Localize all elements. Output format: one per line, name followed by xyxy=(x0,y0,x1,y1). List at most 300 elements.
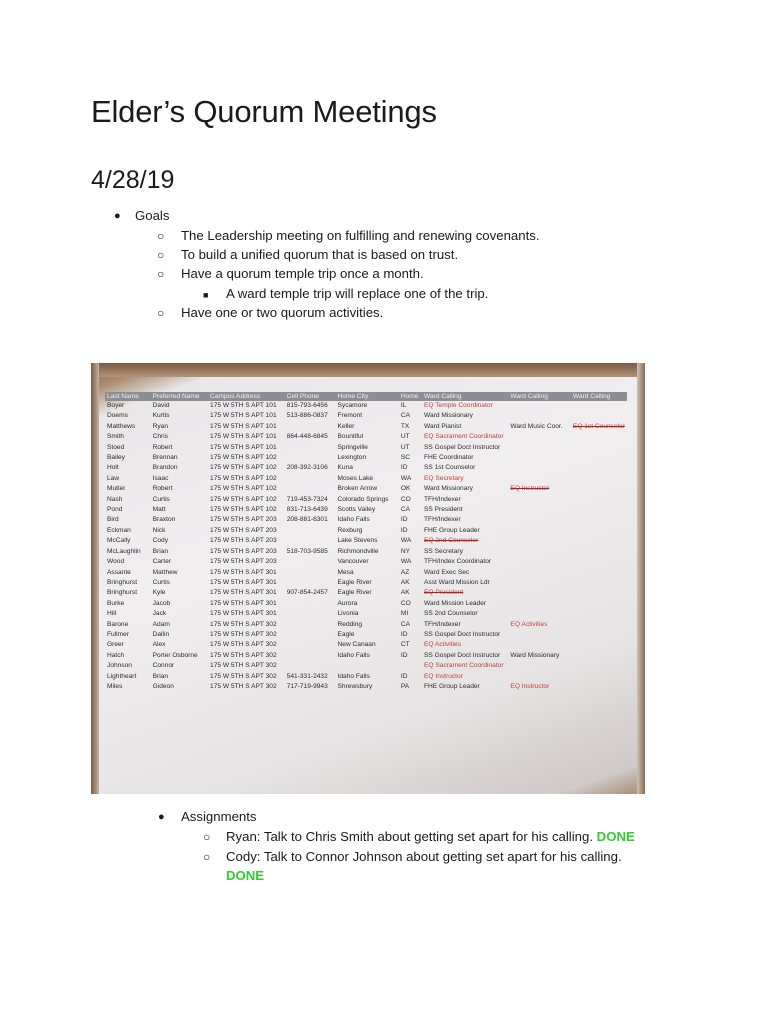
roster-row xyxy=(105,411,627,421)
roster-cell xyxy=(571,661,627,671)
roster-cell: WA xyxy=(400,474,412,482)
roster-cell: EQ President xyxy=(424,589,464,597)
roster-cell xyxy=(508,661,571,671)
roster-cell: 175 W 5TH S APT 301 xyxy=(210,568,277,576)
roster-cell: 175 W 5TH S APT 302 xyxy=(210,651,277,659)
roster-column-header: Ward Calling xyxy=(571,392,627,401)
roster-cell xyxy=(285,557,336,567)
roster-cell: Vancouver xyxy=(337,558,369,566)
assignments-label: Assignments xyxy=(181,809,257,824)
roster-cell: WA xyxy=(400,558,412,566)
roster-cell: SS 1st Counselor xyxy=(424,464,476,472)
roster-cell: CA xyxy=(400,412,411,420)
roster-cell xyxy=(571,401,627,411)
photo-edge xyxy=(91,363,645,377)
roster-cell: Idaho Falls xyxy=(337,651,370,659)
done-badge: DONE xyxy=(596,829,635,844)
roster-cell xyxy=(508,474,571,484)
roster-cell: Boyer xyxy=(107,402,125,409)
roster-cell: CA xyxy=(400,620,411,628)
roster-cell: SS Gospel Doct Instructor xyxy=(424,443,501,451)
goal-item: The Leadership meeting on fulfilling and renewing covenants. xyxy=(181,228,540,243)
roster-cell xyxy=(508,547,571,557)
roster-cell: 208-881-6301 xyxy=(286,516,328,524)
roster-row xyxy=(105,505,627,515)
roster-cell xyxy=(508,432,571,442)
roster-cell xyxy=(571,495,627,505)
roster-cell: Holt xyxy=(107,464,119,472)
roster-cell: 175 W 5TH S APT 302 xyxy=(210,630,277,638)
roster-column-header: Campus Address xyxy=(208,392,285,401)
roster-cell: TFH/Indexer xyxy=(424,495,461,503)
roster-cell: Gideon xyxy=(152,682,174,690)
roster-cell: Lexington xyxy=(337,454,367,462)
roster-cell: Bringhurst xyxy=(107,578,138,586)
roster-cell: 175 W 5TH S APT 302 xyxy=(210,672,277,680)
roster-cell: 907-854-2457 xyxy=(286,589,328,597)
roster-cell: ID xyxy=(400,464,408,472)
roster-row xyxy=(105,682,627,692)
roster-cell xyxy=(285,620,336,630)
roster-cell: Braxton xyxy=(152,516,176,524)
roster-cell: Ward Mission Leader xyxy=(424,599,487,607)
roster-cell: Bountiful xyxy=(337,433,364,441)
roster-cell: Wood xyxy=(107,558,125,566)
roster-cell: SC xyxy=(400,454,411,462)
roster-cell: OK xyxy=(400,485,411,493)
roster-cell xyxy=(571,557,627,567)
roster-cell: EQ Sacrament Coordinator xyxy=(424,433,504,441)
roster-cell: 175 W 5TH S APT 203 xyxy=(210,558,277,566)
roster-cell xyxy=(571,443,627,453)
roster-cell: Assante xyxy=(107,568,131,576)
roster-row xyxy=(105,547,627,557)
bullet-circle: ○ xyxy=(157,229,165,243)
done-badge: DONE xyxy=(226,868,265,883)
roster-cell: 175 W 5TH S APT 301 xyxy=(210,610,277,618)
roster-cell: Alex xyxy=(152,641,166,649)
roster-cell: 175 W 5TH S APT 102 xyxy=(210,506,277,514)
roster-cell xyxy=(571,463,627,473)
roster-cell xyxy=(571,505,627,515)
roster-cell: 175 W 5TH S APT 302 xyxy=(210,662,277,670)
roster-cell xyxy=(285,443,336,453)
roster-cell: 717-719-9943 xyxy=(286,682,328,690)
roster-cell: Brennan xyxy=(152,454,178,462)
roster-cell: Colorado Springs xyxy=(337,495,389,503)
roster-cell: CA xyxy=(400,506,411,514)
roster-cell: Kyle xyxy=(152,589,166,597)
roster-cell: EQ Sacrament Coordinator xyxy=(424,662,504,670)
roster-cell: McLaughlin xyxy=(107,547,141,555)
roster-cell: 175 W 5TH S APT 203 xyxy=(210,516,277,524)
roster-cell: NY xyxy=(400,547,411,555)
roster-cell: Asst Ward Mission Ldr xyxy=(424,578,490,586)
roster-cell: Fremont xyxy=(337,412,363,420)
photo-edge xyxy=(637,363,645,794)
meeting-date: 4/28/19 xyxy=(91,166,175,194)
roster-cell: SS 2nd Counselor xyxy=(424,610,478,618)
roster-cell xyxy=(285,630,336,640)
bullet-circle: ○ xyxy=(203,830,211,844)
roster-cell xyxy=(571,411,627,421)
roster-cell: 175 W 5TH S APT 101 xyxy=(210,412,277,420)
roster-cell xyxy=(571,630,627,640)
roster-row xyxy=(105,515,627,525)
roster-cell xyxy=(508,578,571,588)
roster-cell: 175 W 5TH S APT 302 xyxy=(210,641,277,649)
goal-item: Have one or two quorum activities. xyxy=(181,305,384,320)
roster-cell xyxy=(285,651,336,661)
roster-cell: David xyxy=(152,402,170,409)
roster-cell: Eagle xyxy=(337,630,355,638)
roster-cell: Isaac xyxy=(152,474,169,482)
roster-row xyxy=(105,401,627,411)
roster-cell: FHE Group Leader xyxy=(424,682,480,690)
roster-cell xyxy=(571,526,627,536)
roster-cell: FHE Coordinator xyxy=(424,454,474,462)
roster-column-header: Ward Calling xyxy=(422,392,508,401)
roster-cell xyxy=(571,599,627,609)
roster-cell xyxy=(285,578,336,588)
roster-row xyxy=(105,443,627,453)
roster-cell: 831-713-6439 xyxy=(286,506,328,514)
roster-cell: Ryan xyxy=(152,422,169,430)
goal-item: Have a quorum temple trip once a month. xyxy=(181,266,424,281)
roster-cell: Matthews xyxy=(107,422,136,430)
roster-cell: Nash xyxy=(107,495,123,503)
roster-row xyxy=(105,536,627,546)
roster-cell: FHE Group Leader xyxy=(424,526,480,534)
roster-cell: Aurora xyxy=(337,599,358,607)
roster-row xyxy=(105,463,627,473)
roster-cell: Robert xyxy=(152,443,173,451)
roster-cell: Ward Missionary xyxy=(424,412,473,420)
roster-cell: 175 W 5TH S APT 102 xyxy=(210,464,277,472)
roster-column-header: Cell Phone xyxy=(285,392,336,401)
roster-cell xyxy=(571,620,627,630)
roster-cell: PA xyxy=(400,682,410,690)
bullet-disc: ● xyxy=(114,210,121,222)
roster-cell: 175 W 5TH S APT 301 xyxy=(210,599,277,607)
roster-cell xyxy=(571,453,627,463)
assignment-item: Cody: Talk to Connor Johnson about getting set apart for his calling. xyxy=(226,849,622,864)
roster-cell: Shrewsbury xyxy=(337,682,373,690)
roster-cell xyxy=(508,640,571,650)
roster-cell: TFH/Indexer xyxy=(424,620,461,628)
roster-cell: Fullmer xyxy=(107,630,129,638)
roster-row xyxy=(105,620,627,630)
roster-cell: Keller xyxy=(337,422,355,430)
roster-cell: ID xyxy=(400,651,408,659)
roster-cell xyxy=(571,578,627,588)
roster-cell: Law xyxy=(107,474,120,482)
roster-cell: 175 W 5TH S APT 101 xyxy=(210,433,277,441)
roster-cell xyxy=(571,640,627,650)
roster-cell: WA xyxy=(400,537,412,545)
roster-cell xyxy=(508,411,571,421)
roster-cell: EQ 2nd Counselor xyxy=(424,537,479,545)
roster-cell xyxy=(571,515,627,525)
roster-cell: Richmondville xyxy=(337,547,379,555)
roster-cell: EQ 1st Counselor xyxy=(572,422,625,430)
goal-item: To build a unified quorum that is based on trust. xyxy=(181,247,459,262)
roster-row xyxy=(105,568,627,578)
roster-row xyxy=(105,578,627,588)
roster-cell xyxy=(508,515,571,525)
roster-cell: SS President xyxy=(424,506,463,514)
roster-cell xyxy=(508,463,571,473)
roster-cell: EQ Instructor xyxy=(510,485,550,493)
roster-cell: Adam xyxy=(152,620,170,628)
roster-cell xyxy=(508,672,571,682)
bullet-disc: ● xyxy=(158,811,165,823)
bullet-square: ■ xyxy=(203,290,209,300)
roster-cell xyxy=(285,599,336,609)
roster-column-header: Preferred Name xyxy=(151,392,208,401)
roster-cell xyxy=(508,505,571,515)
roster-cell: Bailey xyxy=(107,454,125,462)
roster-cell: UT xyxy=(400,443,410,451)
roster-cell xyxy=(508,443,571,453)
roster-row xyxy=(105,661,627,671)
roster-row xyxy=(105,495,627,505)
roster-cell: Ward Exec Sec xyxy=(424,568,470,576)
roster-cell xyxy=(571,651,627,661)
roster-cell: Eckman xyxy=(107,526,131,534)
roster-cell: 175 W 5TH S APT 102 xyxy=(210,485,277,493)
roster-cell: MI xyxy=(400,610,409,618)
roster-table xyxy=(105,392,627,692)
roster-cell: Kurtis xyxy=(152,412,170,420)
roster-cell xyxy=(571,474,627,484)
roster-cell: 175 W 5TH S APT 101 xyxy=(210,443,277,451)
roster-cell: CT xyxy=(400,641,410,649)
roster-cell: 175 W 5TH S APT 301 xyxy=(210,578,277,586)
roster-cell: 518-703-9585 xyxy=(286,547,328,555)
roster-cell: IL xyxy=(400,402,407,409)
roster-cell: Robert xyxy=(152,485,173,493)
roster-cell: New Canaan xyxy=(337,641,376,649)
roster-photo xyxy=(91,363,645,794)
roster-cell: Sycamore xyxy=(337,402,368,409)
roster-cell xyxy=(571,609,627,619)
roster-cell xyxy=(571,547,627,557)
roster-cell: Brian xyxy=(152,547,169,555)
roster-cell: 513-886-0837 xyxy=(286,412,328,420)
roster-cell: Jacob xyxy=(152,599,171,607)
roster-cell xyxy=(571,484,627,494)
roster-cell xyxy=(285,526,336,536)
roster-row xyxy=(105,609,627,619)
assignment-item xyxy=(226,829,635,845)
roster-cell xyxy=(571,568,627,578)
roster-cell: Springville xyxy=(337,443,368,451)
roster-cell xyxy=(508,536,571,546)
roster-cell: SS Gospel Doct Instructor xyxy=(424,651,501,659)
roster-cell: Bringhurst xyxy=(107,589,138,597)
roster-cell: Cody xyxy=(152,537,169,545)
roster-cell: EQ Activities xyxy=(510,620,548,628)
roster-cell xyxy=(285,484,336,494)
roster-column-header: Ward Calling xyxy=(508,392,571,401)
bullet-circle: ○ xyxy=(203,850,211,864)
roster-cell: Dallin xyxy=(152,630,170,638)
roster-cell: Ward Pianist xyxy=(424,422,462,430)
roster-cell: TFH/Indexer xyxy=(424,516,461,524)
roster-body xyxy=(105,401,627,692)
roster-cell: Ward Music Coor. xyxy=(510,422,563,430)
roster-cell: 175 W 5TH S APT 203 xyxy=(210,526,277,534)
roster-row xyxy=(105,630,627,640)
roster-cell xyxy=(508,526,571,536)
roster-cell xyxy=(508,401,571,411)
goals-label: Goals xyxy=(135,208,170,223)
roster-cell: Miles xyxy=(107,682,123,690)
roster-cell: Curtis xyxy=(152,495,170,503)
roster-cell: Porter Osborne xyxy=(152,651,198,659)
roster-cell: 719-453-7324 xyxy=(286,495,328,503)
roster-cell: 175 W 5TH S APT 203 xyxy=(210,547,277,555)
roster-row xyxy=(105,432,627,442)
roster-cell xyxy=(508,453,571,463)
roster-cell: AZ xyxy=(400,568,410,576)
roster-cell xyxy=(285,609,336,619)
roster-cell: EQ Temple Coordinator xyxy=(424,402,493,409)
roster-cell xyxy=(508,609,571,619)
roster-cell: Bird xyxy=(107,516,119,524)
roster-cell: Ward Missionary xyxy=(510,651,560,659)
roster-cell: Matthew xyxy=(152,568,178,576)
roster-row xyxy=(105,588,627,598)
roster-row xyxy=(105,640,627,650)
roster-cell: Eagle River xyxy=(337,578,372,586)
roster-cell: 175 W 5TH S APT 102 xyxy=(210,454,277,462)
roster-cell xyxy=(508,630,571,640)
roster-cell: Rexburg xyxy=(337,526,363,534)
roster-header-row xyxy=(105,392,627,401)
roster-cell: Mesa xyxy=(337,568,354,576)
roster-cell: Stoed xyxy=(107,443,125,451)
roster-cell: Jack xyxy=(152,610,167,618)
roster-cell: Connor xyxy=(152,662,175,670)
roster-cell xyxy=(285,640,336,650)
roster-cell: Brandon xyxy=(152,464,178,472)
roster-cell: ID xyxy=(400,630,408,638)
roster-row xyxy=(105,474,627,484)
roster-cell: 175 W 5TH S APT 302 xyxy=(210,620,277,628)
assignment-text: Ryan: Talk to Chris Smith about getting set apart for his calling. xyxy=(226,829,593,844)
roster-cell: Scotts Valley xyxy=(337,506,376,514)
roster-cell xyxy=(571,536,627,546)
roster-cell: Hatch xyxy=(107,651,125,659)
roster-cell: Greer xyxy=(107,641,124,649)
roster-cell xyxy=(285,422,336,432)
roster-cell: Lightheart xyxy=(107,672,137,680)
roster-row xyxy=(105,526,627,536)
roster-cell: Pond xyxy=(107,506,123,514)
roster-cell xyxy=(508,495,571,505)
roster-cell: 175 W 5TH S APT 301 xyxy=(210,589,277,597)
roster-cell: AK xyxy=(400,578,410,586)
roster-cell: Idaho Falls xyxy=(337,672,370,680)
roster-cell: Doems xyxy=(107,412,128,420)
roster-cell: McCally xyxy=(107,537,131,545)
bullet-circle: ○ xyxy=(157,267,165,281)
roster-column-header: Home xyxy=(399,392,422,401)
roster-cell: Eagle River xyxy=(337,589,372,597)
roster-cell: 208-392-3106 xyxy=(286,464,328,472)
roster-cell: CO xyxy=(400,495,411,503)
page-title: Elder’s Quorum Meetings xyxy=(91,94,437,129)
roster-cell: Broken Arrow xyxy=(337,485,378,493)
bullet-circle: ○ xyxy=(157,306,165,320)
roster-cell: Curtis xyxy=(152,578,170,586)
roster-cell: TX xyxy=(400,422,410,430)
roster-column-header: Last Name xyxy=(105,392,151,401)
bullet-circle: ○ xyxy=(157,248,165,262)
roster-cell: 541-331-2432 xyxy=(286,672,328,680)
roster-row xyxy=(105,422,627,432)
roster-row xyxy=(105,557,627,567)
roster-cell: Johnson xyxy=(107,662,132,670)
roster-cell: 175 W 5TH S APT 302 xyxy=(210,682,277,690)
roster-cell xyxy=(399,661,422,671)
roster-cell: Idaho Falls xyxy=(337,516,370,524)
roster-cell: 815-793-6456 xyxy=(286,402,328,409)
photo-edge xyxy=(91,363,99,794)
roster-cell: ID xyxy=(400,526,408,534)
roster-cell: EQ Instructor xyxy=(424,672,463,680)
roster-cell xyxy=(285,536,336,546)
roster-cell xyxy=(571,432,627,442)
roster-cell: SS Secretary xyxy=(424,547,463,555)
roster-cell xyxy=(571,588,627,598)
roster-cell: ID xyxy=(400,672,408,680)
roster-row xyxy=(105,453,627,463)
roster-cell: SS Gospel Doct Instructor xyxy=(424,630,501,638)
roster-cell: Chris xyxy=(152,433,169,441)
roster-cell: EQ Secretary xyxy=(424,474,464,482)
roster-cell xyxy=(508,568,571,578)
roster-cell xyxy=(508,599,571,609)
roster-cell xyxy=(285,474,336,484)
roster-row xyxy=(105,672,627,682)
roster-cell: TFH/Index Coordinator xyxy=(424,558,492,566)
roster-cell: Redding xyxy=(337,620,363,628)
roster-cell: Smith xyxy=(107,433,124,441)
roster-cell: ID xyxy=(400,516,408,524)
roster-cell: EQ Activities xyxy=(424,641,462,649)
roster-cell: Nick xyxy=(152,526,166,534)
roster-cell xyxy=(571,682,627,692)
roster-cell: Kuna xyxy=(337,464,353,472)
roster-row xyxy=(105,484,627,494)
roster-cell: Moses Lake xyxy=(337,474,374,482)
goal-subitem: A ward temple trip will replace one of the trip. xyxy=(226,286,489,301)
roster-row xyxy=(105,651,627,661)
roster-cell xyxy=(336,661,399,671)
roster-cell: Mutler xyxy=(107,485,126,493)
roster-cell: Carter xyxy=(152,558,171,566)
roster-cell xyxy=(285,453,336,463)
roster-cell: Barone xyxy=(107,620,129,628)
roster-cell: 175 W 5TH S APT 102 xyxy=(210,495,277,503)
roster-cell: 864-448-6845 xyxy=(286,433,328,441)
roster-cell: Matt xyxy=(152,506,166,514)
roster-row xyxy=(105,599,627,609)
roster-cell xyxy=(508,557,571,567)
